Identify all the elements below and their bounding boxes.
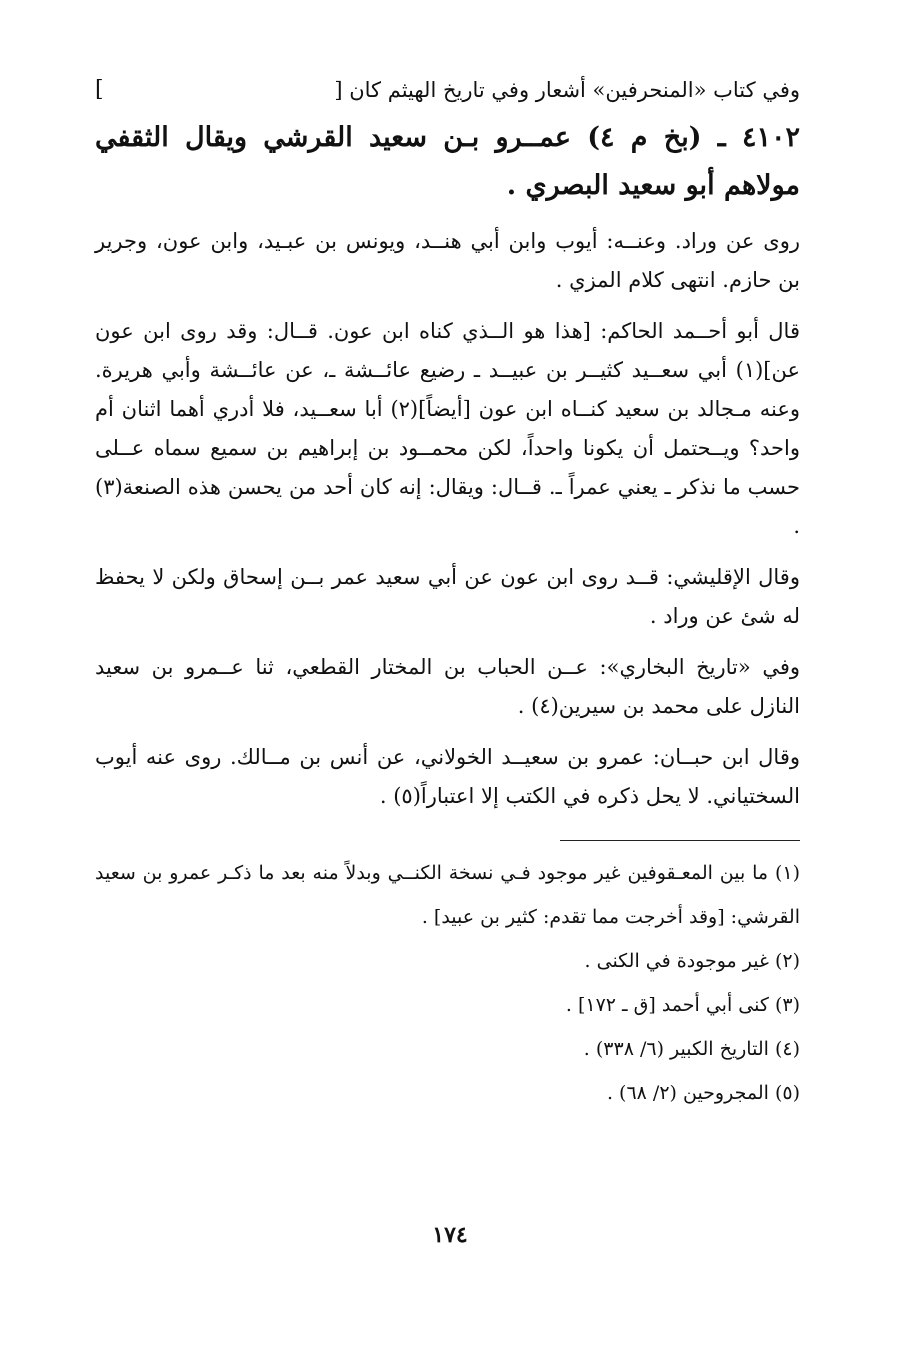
paragraph-text: وقال ابن حبــان: عمرو بن سعيــد الخولاني، عن أنس بن مــالك. روى عنه أيوب السختياني. لا يحل ذكره في الكتب إلا اعتباراً(٥) . [95,745,800,808]
paragraph [95,648,800,726]
footnote: (٥) المجروحين (٢/ ٦٨) . [606,1082,800,1104]
footnote: (٣) كنى أبي أحمد [ق ـ ١٧٢] . [565,994,800,1016]
page-number: ١٧٤ [432,1222,468,1248]
paragraph-text: وقال الإقليشي: قــد روى ابن عون عن أبي سعيد عمر بــن إسحاق ولكن لا يحفظ له شئ عن وراد . [95,565,800,628]
footnote: (٤) التاريخ الكبير (٦/ ٣٣٨) . [583,1038,800,1060]
entry-title: ٤١٠٢ ـ (بخ م ٤) عمــرو بـن سعيد القرشي ويقال الثقفي مولاهم أبو سعيد البصري . [95,122,800,201]
paragraph-text: وفي «تاريخ البخاري»: عــن الحباب بن المختار القطعي، ثنا عــمرو بن سعيد النازل على محمد بن سيرين(٤) . [95,655,800,718]
paragraph [95,222,800,300]
footnote: (٢) غير موجودة في الكنى . [584,950,800,972]
paragraph [95,312,800,546]
footnotes [95,851,800,1115]
paragraph-text: روى عن وراد. وعنــه: أيوب وابن أبي هنــد، ويونس بن عبـيد، وابن عون، وجرير بن حازم. انتهى كلام المزي . [95,229,800,292]
header-line-text: وفي كتاب «المنحرفين» أشعار وفي تاريخ الهيثم كان [ [334,78,800,102]
paragraph [95,558,800,636]
paragraph [95,738,800,816]
footnote: (١) ما بين المعـقوفين غير موجود فـي نسخة الكنــي وبدلاً منه بعد ما ذكـر عمرو بن سعيد القرشي: [وقد أخرجت مما تقدم: كثير بن عبيد] . [95,862,800,928]
closing-bracket: ] [95,77,104,102]
footnote-separator [560,840,800,841]
document-page [95,70,800,1115]
header-line [95,70,800,110]
paragraph-text: قال أبو أحــمد الحاكم: [هذا هو الــذي كناه ابن عون. قــال: وقد روى ابن عون عن](١) أبي سعــيد كثيــر بن عبيــد ـ رضيع عائــشة ـ، عن عائــشة وأبي هريرة. وعنه مـجالد بن سعيد كنــاه ابن عون [أيضاً](٢) أبا سعــيد، فلا أدري أهما اثنان أم واحد؟ ويــحتمل أن يكونا واحداً، لكن محمــود بن إبراهيم بن سميع سماه عــلى حسب ما نذكر ـ يعني عمراً ـ. قــال: ويقال: إنه كان أحد من يحسن هذه الصنعة(٣) . [95,319,800,538]
